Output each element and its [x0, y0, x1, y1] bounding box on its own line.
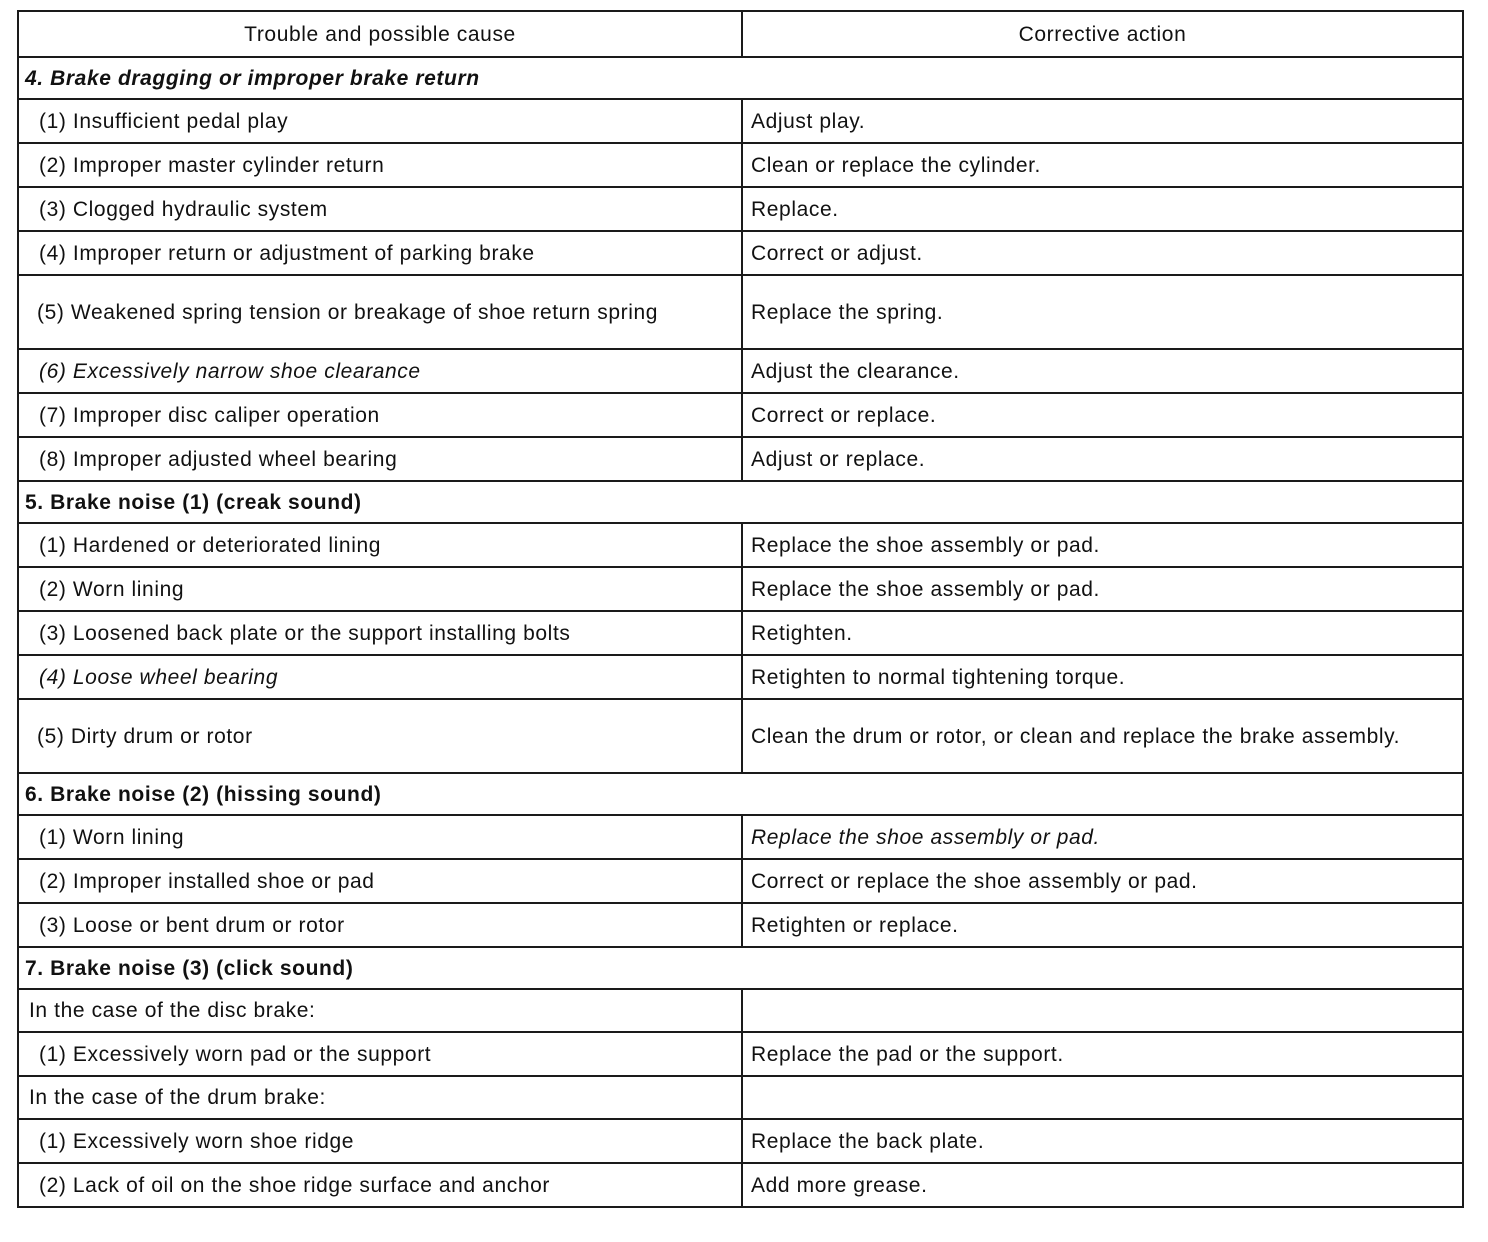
- cause-cell: (6) Excessively narrow shoe clearance: [18, 349, 742, 393]
- cause-cell: (1) Excessively worn shoe ridge: [18, 1119, 742, 1163]
- table-row: [18, 523, 1463, 567]
- table-row: [18, 611, 1463, 655]
- action-cell: Retighten or replace.: [742, 903, 1463, 947]
- action-cell: Replace the spring.: [742, 275, 1463, 349]
- table-row: [18, 1032, 1463, 1076]
- cause-cell: (4) Loose wheel bearing: [18, 655, 742, 699]
- table-row: [18, 231, 1463, 275]
- table-row: [18, 187, 1463, 231]
- action-cell: Replace the pad or the support.: [742, 1032, 1463, 1076]
- table-row: [18, 815, 1463, 859]
- table-row: [18, 567, 1463, 611]
- section-heading: [18, 481, 1463, 523]
- section-title: 7. Brake noise (3) (click sound): [18, 947, 1463, 989]
- cause-cell: (2) Lack of oil on the shoe ridge surface and anchor: [18, 1163, 742, 1207]
- action-cell: Add more grease.: [742, 1163, 1463, 1207]
- cause-cell: (2) Improper installed shoe or pad: [18, 859, 742, 903]
- action-cell: Replace the shoe assembly or pad.: [742, 815, 1463, 859]
- action-cell: Replace the back plate.: [742, 1119, 1463, 1163]
- troubleshooting-table: [17, 10, 1464, 1208]
- action-cell: Replace.: [742, 187, 1463, 231]
- table-row: [18, 1163, 1463, 1207]
- action-cell: Correct or replace.: [742, 393, 1463, 437]
- table-row: [18, 699, 1463, 773]
- empty-cell: [742, 1076, 1463, 1119]
- table-row: [18, 903, 1463, 947]
- action-cell: Adjust the clearance.: [742, 349, 1463, 393]
- table-row: [18, 275, 1463, 349]
- header-action: Corrective action: [742, 11, 1463, 57]
- empty-cell: [742, 989, 1463, 1032]
- table-row: [18, 655, 1463, 699]
- cause-cell: (2) Worn lining: [18, 567, 742, 611]
- cause-cell: (1) Hardened or deteriorated lining: [18, 523, 742, 567]
- cause-cell: (4) Improper return or adjustment of parking brake: [18, 231, 742, 275]
- action-cell: Correct or adjust.: [742, 231, 1463, 275]
- action-cell: Clean the drum or rotor, or clean and replace the brake assembly.: [742, 699, 1463, 773]
- subheading-row: [18, 1076, 1463, 1119]
- table-row: [18, 437, 1463, 481]
- cause-cell: (8) Improper adjusted wheel bearing: [18, 437, 742, 481]
- table-row: [18, 859, 1463, 903]
- drum-brake-label: In the case of the drum brake:: [18, 1076, 742, 1119]
- action-cell: Retighten.: [742, 611, 1463, 655]
- action-cell: Correct or replace the shoe assembly or pad.: [742, 859, 1463, 903]
- section-heading: [18, 947, 1463, 989]
- cause-cell: (5) Weakened spring tension or breakage of shoe return spring: [18, 275, 742, 349]
- cause-cell: (1) Worn lining: [18, 815, 742, 859]
- table-row: [18, 1119, 1463, 1163]
- section-title: 4. Brake dragging or improper brake return: [18, 57, 1463, 99]
- disc-brake-label: In the case of the disc brake:: [18, 989, 742, 1032]
- subheading-row: [18, 989, 1463, 1032]
- cause-cell: (3) Loose or bent drum or rotor: [18, 903, 742, 947]
- action-cell: Adjust or replace.: [742, 437, 1463, 481]
- action-cell: Adjust play.: [742, 99, 1463, 143]
- section-heading: [18, 773, 1463, 815]
- cause-cell: (2) Improper master cylinder return: [18, 143, 742, 187]
- cause-cell: (1) Excessively worn pad or the support: [18, 1032, 742, 1076]
- table-row: [18, 349, 1463, 393]
- section-heading: [18, 57, 1463, 99]
- action-cell: Replace the shoe assembly or pad.: [742, 523, 1463, 567]
- cause-cell: (3) Clogged hydraulic system: [18, 187, 742, 231]
- action-cell: Clean or replace the cylinder.: [742, 143, 1463, 187]
- table-header-row: [18, 11, 1463, 57]
- cause-cell: (5) Dirty drum or rotor: [18, 699, 742, 773]
- table-row: [18, 99, 1463, 143]
- header-cause: Trouble and possible cause: [18, 11, 742, 57]
- cause-cell: (7) Improper disc caliper operation: [18, 393, 742, 437]
- section-title: 5. Brake noise (1) (creak sound): [18, 481, 1463, 523]
- cause-cell: (1) Insufficient pedal play: [18, 99, 742, 143]
- section-title: 6. Brake noise (2) (hissing sound): [18, 773, 1463, 815]
- cause-cell: (3) Loosened back plate or the support installing bolts: [18, 611, 742, 655]
- action-cell: Retighten to normal tightening torque.: [742, 655, 1463, 699]
- action-cell: Replace the shoe assembly or pad.: [742, 567, 1463, 611]
- table-row: [18, 143, 1463, 187]
- table-row: [18, 393, 1463, 437]
